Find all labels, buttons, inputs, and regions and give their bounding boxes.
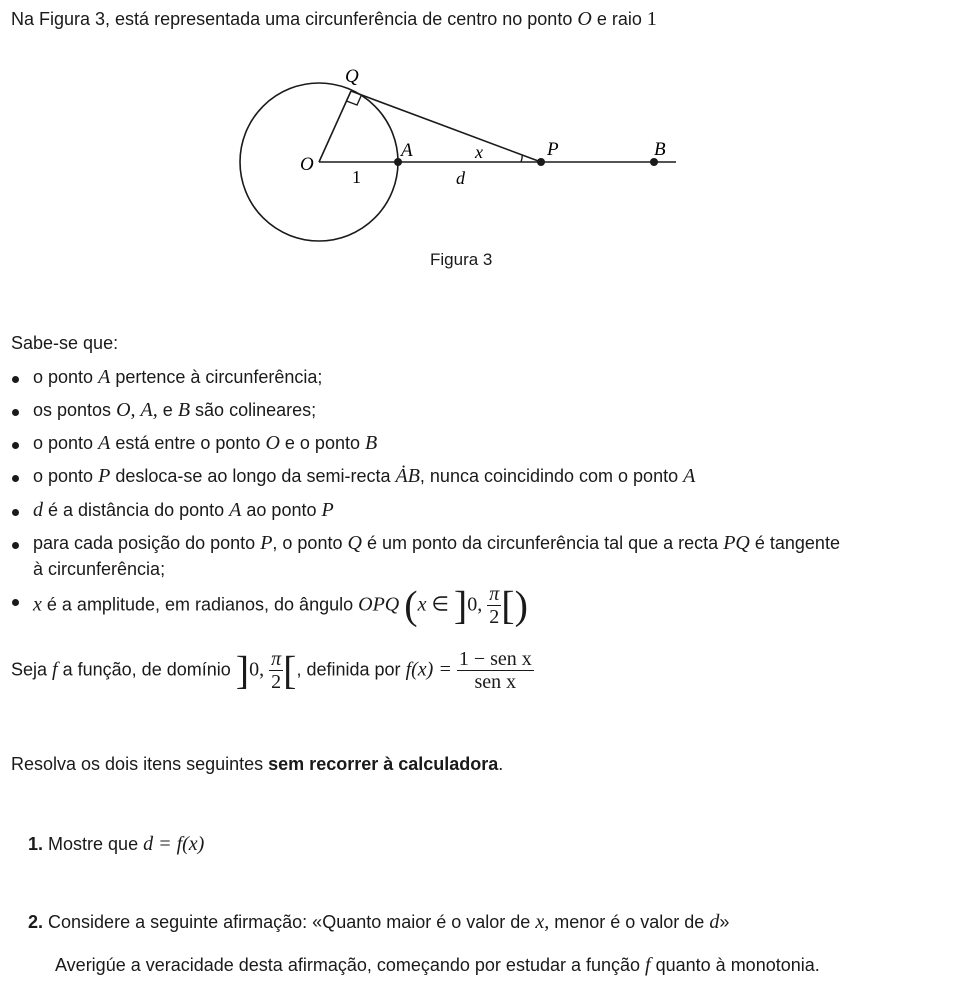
radius-OQ xyxy=(319,91,351,162)
bullet-dot xyxy=(12,376,19,383)
fdef-zero: 0, xyxy=(249,658,265,681)
item-2-sub-pre: Averigúe a veracidade desta afirmação, começando por estudar a função xyxy=(55,955,641,975)
fdef-var-f: f xyxy=(52,658,58,681)
b4-var-P: P xyxy=(98,465,111,487)
angle-x-arc xyxy=(521,155,522,162)
label-A: A xyxy=(401,140,413,161)
fdef-denominator: sen x xyxy=(474,671,517,693)
item-2-sub xyxy=(55,954,820,977)
fdef-fx: f(x) = xyxy=(405,658,452,681)
intro-line xyxy=(11,8,657,31)
item-1 xyxy=(28,833,204,856)
item-2-sub-post: quanto à monotonia. xyxy=(655,955,820,975)
b3-var-O: O xyxy=(265,432,280,454)
label-O: O xyxy=(300,154,314,175)
b3-mid: está entre o ponto xyxy=(115,433,261,453)
instruction-post: . xyxy=(498,754,504,774)
b4-ray-AB: ȦB xyxy=(395,465,420,487)
function-definition xyxy=(11,648,534,692)
b7-mid: é a amplitude, em radianos, do ângulo xyxy=(46,594,354,615)
b1-pre: o ponto xyxy=(33,367,94,387)
instruction-line xyxy=(11,754,503,775)
label-x: x xyxy=(475,142,483,162)
item-2-mid: menor é o valor de xyxy=(554,912,705,932)
b2-post: são colineares; xyxy=(195,400,317,420)
b4-mid: desloca-se ao longo da semi-recta xyxy=(115,466,391,486)
bullet-6-line-2: à circunferência; xyxy=(33,559,166,579)
item-2-var-d: d xyxy=(709,911,720,933)
bullet-dot xyxy=(12,599,19,606)
b7-zero: 0, xyxy=(467,593,483,616)
tangent-PQ xyxy=(351,91,541,162)
b5-var-A: A xyxy=(229,499,242,521)
b7-bracket-open: ] xyxy=(453,582,468,628)
b7-bracket-close: [ xyxy=(501,582,515,628)
b5-ao: ao ponto xyxy=(246,500,317,520)
item-1-text: Mostre que xyxy=(48,834,139,854)
b4-pre: o ponto xyxy=(33,466,94,486)
b6-line-PQ: PQ xyxy=(723,532,750,554)
b7-pi-over-2 xyxy=(487,583,501,628)
b6-mid2: é um ponto da circunferência tal que a recta xyxy=(366,533,719,553)
instruction-bold: sem recorrer à calculadora xyxy=(268,754,499,774)
b7-paren-close: ) xyxy=(514,582,528,628)
b7-var-x: x xyxy=(33,593,42,616)
item-2-var-x: x, xyxy=(535,911,550,933)
fdef-fraction xyxy=(457,648,534,693)
fdef-mid: a função, de domínio xyxy=(62,659,231,680)
label-B: B xyxy=(654,139,666,160)
fdef-numerator: 1 − sen x xyxy=(458,648,532,670)
label-d: d xyxy=(456,168,465,188)
bullet-dot xyxy=(12,475,19,482)
fdef-pre: Seja xyxy=(11,659,48,680)
b6-mid1: , o ponto xyxy=(272,533,343,553)
fdef-post: , definida por xyxy=(296,659,401,680)
b6-pre: para cada posição do ponto xyxy=(33,533,256,553)
figure-3-diagram xyxy=(230,60,700,250)
b3-var-B: B xyxy=(365,432,378,454)
bullet-dot xyxy=(12,442,19,449)
b6-var-P: P xyxy=(260,532,273,554)
item-1-formula: d = f(x) xyxy=(143,833,205,855)
item-2 xyxy=(28,911,729,934)
b7-cond-x: x xyxy=(417,593,427,616)
b2-var-B: B xyxy=(177,399,191,421)
intro-center-var: O xyxy=(577,8,592,30)
intro-text: Na Figura 3, está representada uma circunferência de centro no ponto xyxy=(11,9,573,29)
label-one: 1 xyxy=(352,167,361,187)
item-2-number: 2. xyxy=(28,912,44,932)
intro-radius: 1 xyxy=(646,8,657,30)
b4-var-A: A xyxy=(683,465,696,487)
bullet-dot xyxy=(12,542,19,549)
b7-angle-OPQ: OPQ xyxy=(358,593,400,616)
item-2-close: » xyxy=(719,912,730,932)
b7-in-symbol: ∈ xyxy=(431,593,449,616)
fdef-pi-over-2 xyxy=(269,648,283,693)
b6-var-Q: Q xyxy=(347,532,362,554)
b3-and: e o ponto xyxy=(284,433,360,453)
b5-var-P: P xyxy=(321,499,334,521)
b1-post: pertence à circunferência; xyxy=(115,367,323,387)
known-heading: Sabe-se que: xyxy=(11,333,119,353)
intro-mid-text: e raio xyxy=(596,9,642,29)
bullet-dot xyxy=(12,509,19,516)
b7-paren-open: ( xyxy=(404,582,418,628)
b4-post: , nunca coincidindo com o ponto xyxy=(419,466,679,486)
fdef-two: 2 xyxy=(271,671,282,693)
b5-var-d: d xyxy=(33,499,43,521)
b2-var-A: A, xyxy=(140,399,158,421)
fdef-pi: π xyxy=(271,648,282,670)
b5-mid: é a distância do ponto xyxy=(48,500,225,520)
item-1-number: 1. xyxy=(28,834,44,854)
point-P xyxy=(537,158,545,166)
instruction-pre: Resolva os dois itens seguintes xyxy=(11,754,264,774)
figure-caption: Figura 3 xyxy=(430,250,493,269)
b3-var-A: A xyxy=(98,432,111,454)
item-2-text: Considere a seguinte afirmação: «Quanto maior é o valor de xyxy=(48,912,531,932)
label-Q: Q xyxy=(345,66,359,87)
fdef-bracket-close: [ xyxy=(283,647,297,693)
b7-two: 2 xyxy=(489,606,500,628)
b3-pre: o ponto xyxy=(33,433,94,453)
b2-pre: os pontos xyxy=(33,400,112,420)
item-2-sub-var-f: f xyxy=(645,954,651,976)
b2-var-O: O, xyxy=(116,399,136,421)
label-P: P xyxy=(547,139,559,160)
fdef-bracket-open: ] xyxy=(235,647,250,693)
b2-and: e xyxy=(162,400,173,420)
bullet-dot xyxy=(12,409,19,416)
b6-post: é tangente xyxy=(754,533,840,553)
b1-var-A: A xyxy=(98,366,111,388)
b7-pi: π xyxy=(489,583,500,605)
